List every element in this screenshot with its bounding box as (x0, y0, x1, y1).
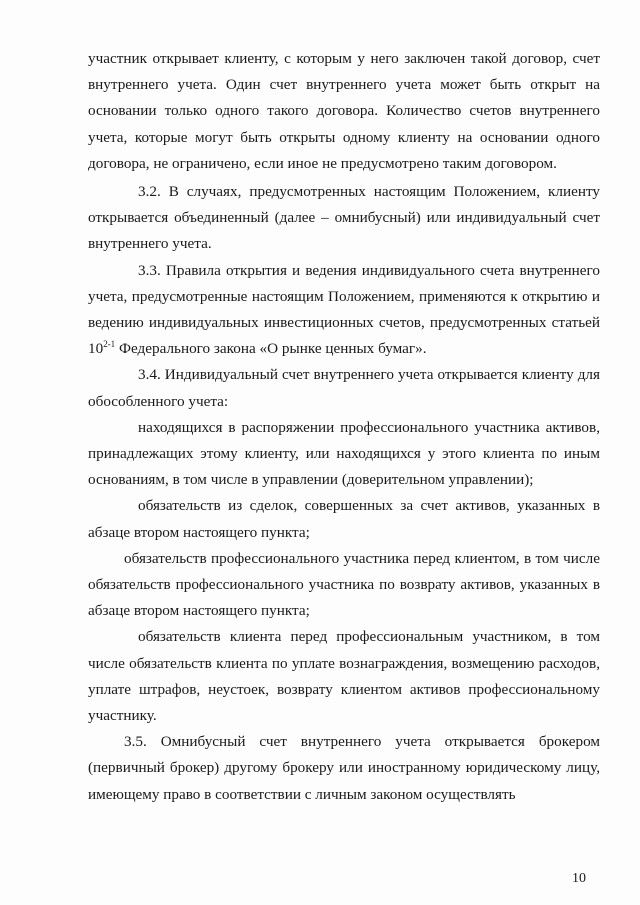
list-item-obligations-client: обязательств клиента перед профессиональным участником, в том числе обязательств клиента по уплате вознаграждения, возмещению расходов, уплате штрафов, неустоек, возврату клиентом активов профессиональному участнику. (88, 628, 600, 725)
paragraph-3-3-text: 3.3. Правила открытия и ведения индивидуального счета внутреннего учета, предусмотренные настоящим Положением, применяются к открытию и ведению индивидуальных инвестиционных счетов, предусмотренных статьей 10 (88, 261, 600, 358)
paragraph-3-2: 3.2. В случаях, предусмотренных настоящим Положением, клиенту открывается объединенный (далее – омнибусный) или индивидуальный счет внутреннего учета. (88, 183, 600, 253)
list-item-assets: находящихся в распоряжении профессионального участника активов, принадлежащих этому клиенту, или находящихся у этого клиента по иным основаниям, в том числе в управлении (доверительном управлении); (88, 418, 600, 489)
paragraph-continuation: участник открывает клиенту, с которым у него заключен такой договор, счет внутреннего учета. Один счет внутреннего учета может быть открыт на основании только одного такого договора. Количество счетов внутреннего учета, которые могут быть открыты одному клиенту на основании одного договора, не ограничено, если иное не предусмотрено таким договором. (88, 50, 600, 172)
document-body (88, 46, 600, 808)
paragraph-3-5: 3.5. Омнибусный счет внутреннего учета открывается брокером (первичный брокер) другому брокеру или иностранному юридическому лицу, имеющему право в соответствии с личным законом осуществлять (88, 733, 600, 803)
paragraph-3-4: 3.4. Индивидуальный счет внутреннего учета открывается клиенту для обособленного учета: (88, 366, 600, 410)
paragraph-3-3-tail: Федерального закона «О рынке ценных бумаг». (115, 340, 427, 358)
article-superscript: 2-1 (103, 339, 116, 350)
list-item-obligations-deals: обязательств из сделок, совершенных за счет активов, указанных в абзаце втором настоящего пункта; (88, 497, 600, 541)
paragraph-3-3 (88, 258, 600, 363)
list-item-obligations-participant: обязательств профессионального участника перед клиентом, в том числе обязательств профессионального участника по возврату активов, указанных в абзаце втором настоящего пункта; (88, 549, 600, 620)
page-number: 10 (572, 871, 586, 886)
